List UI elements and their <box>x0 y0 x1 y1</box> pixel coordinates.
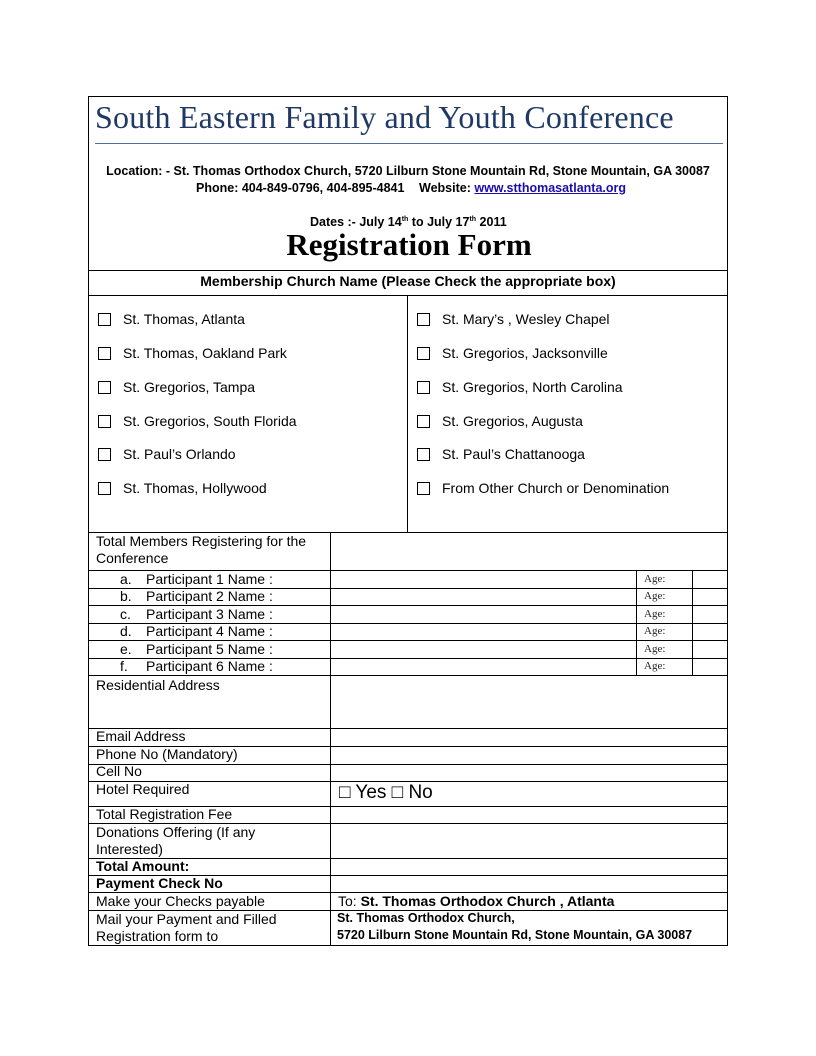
participant-label: a. Participant 1 Name : <box>120 571 273 587</box>
church-option[interactable]: St. Gregorios, Jacksonville <box>417 345 608 361</box>
reg-fee-field[interactable] <box>331 807 727 823</box>
participant-name-field[interactable] <box>331 571 636 588</box>
total-members-label: Total Members Registering for the Conference <box>96 533 307 566</box>
cell-label: Cell No <box>96 763 142 779</box>
registration-form <box>88 96 728 946</box>
participant-name-field[interactable] <box>331 641 636 658</box>
dates-line: Dates :- July 14th to July 17th 2011 <box>310 215 507 229</box>
website-link[interactable]: www.stthomasatlanta.org <box>474 181 627 195</box>
checkbox[interactable] <box>98 347 111 360</box>
form-title: Registration Form <box>286 227 532 262</box>
checks-payable-label: Make your Checks payable <box>96 893 265 909</box>
phone-label: Phone No (Mandatory) <box>96 746 238 762</box>
checkbox[interactable] <box>98 313 111 326</box>
cell-field[interactable] <box>331 765 727 781</box>
checkbox[interactable] <box>98 482 111 495</box>
church-option[interactable]: St. Thomas, Atlanta <box>98 311 245 327</box>
mail-address-line1: St. Thomas Orthodox Church, <box>337 911 515 925</box>
age-label: Age: <box>644 573 666 585</box>
checkbox[interactable] <box>417 313 430 326</box>
checkbox[interactable] <box>417 415 430 428</box>
mail-label: Mail your Payment and Filled Registration form to <box>96 911 277 944</box>
membership-title: Membership Church Name (Please Check the appropriate box) <box>200 273 616 289</box>
church-option[interactable]: St. Gregorios, North Carolina <box>417 379 623 395</box>
reg-fee-label: Total Registration Fee <box>96 806 233 822</box>
checkbox[interactable] <box>417 482 430 495</box>
checkbox[interactable] <box>98 448 111 461</box>
divider <box>89 270 727 271</box>
participant-name-field[interactable] <box>331 606 636 623</box>
participant-name-field[interactable] <box>331 589 636 606</box>
church-option[interactable]: St. Gregorios, Tampa <box>98 379 255 395</box>
phone-line: Phone: 404-849-0796, 404-895-4841 <box>196 181 405 195</box>
website-line <box>419 181 626 195</box>
participant-age-field[interactable] <box>693 624 727 641</box>
checkbox[interactable] <box>417 347 430 360</box>
residential-address-field[interactable] <box>331 676 727 728</box>
checkbox[interactable] <box>417 448 430 461</box>
participant-label: c. Participant 3 Name : <box>120 606 273 622</box>
participant-label: f. Participant 6 Name : <box>120 658 273 674</box>
total-amount-field[interactable] <box>331 859 727 875</box>
participant-name-field[interactable] <box>331 624 636 641</box>
church-option[interactable]: St. Paul’s Orlando <box>98 446 236 462</box>
church-option[interactable]: St. Gregorios, South Florida <box>98 413 297 429</box>
column-divider <box>407 295 408 532</box>
phone-field[interactable] <box>331 747 727 764</box>
participant-name-field[interactable] <box>331 659 636 675</box>
hotel-label: Hotel Required <box>96 781 190 797</box>
age-label: Age: <box>644 643 666 655</box>
age-label: Age: <box>644 590 666 602</box>
participant-label: e. Participant 5 Name : <box>120 641 273 657</box>
email-label: Email Address <box>96 728 186 744</box>
church-option[interactable]: St. Gregorios, Augusta <box>417 413 583 429</box>
church-option[interactable]: From Other Church or Denomination <box>417 480 669 496</box>
church-option[interactable]: St. Mary’s , Wesley Chapel <box>417 311 610 327</box>
checks-payable-to: To: St. Thomas Orthodox Church , Atlanta <box>338 893 615 909</box>
church-option[interactable]: St. Paul’s Chattanooga <box>417 446 585 462</box>
mail-address-line2: 5720 Lilburn Stone Mountain Rd, Stone Mountain, GA 30087 <box>337 928 693 942</box>
divider <box>89 295 727 296</box>
age-label: Age: <box>644 608 666 620</box>
church-option[interactable]: St. Thomas, Oakland Park <box>98 345 287 361</box>
checkbox[interactable] <box>98 381 111 394</box>
participant-age-field[interactable] <box>693 641 727 658</box>
checkbox[interactable] <box>417 381 430 394</box>
age-label: Age: <box>644 660 666 672</box>
total-amount-label: Total Amount: <box>96 858 190 874</box>
location-line: Location: - St. Thomas Orthodox Church, 5720 Lilburn Stone Mountain Rd, Stone Mountain, GA 30087 <box>106 164 710 178</box>
participant-label: b. Participant 2 Name : <box>120 588 273 604</box>
checkbox[interactable] <box>98 415 111 428</box>
donations-field[interactable] <box>331 824 727 858</box>
hotel-yes-no[interactable]: □ Yes □ No <box>339 782 433 803</box>
residential-address-label: Residential Address <box>96 677 220 693</box>
payment-check-label: Payment Check No <box>96 875 223 891</box>
church-option[interactable]: St. Thomas, Hollywood <box>98 480 267 496</box>
title-divider <box>95 143 723 144</box>
age-label: Age: <box>644 625 666 637</box>
participant-age-field[interactable] <box>693 606 727 623</box>
conference-title: South Eastern Family and Youth Conference <box>95 99 674 135</box>
participant-age-field[interactable] <box>693 659 727 675</box>
website-label: Website: <box>419 181 471 195</box>
payment-check-field[interactable] <box>331 876 727 892</box>
participant-age-field[interactable] <box>693 589 727 606</box>
donations-label: Donations Offering (If any Interested) <box>96 824 256 857</box>
participant-label: d. Participant 4 Name : <box>120 623 273 639</box>
total-members-field[interactable] <box>331 533 727 570</box>
participant-age-field[interactable] <box>693 571 727 588</box>
email-field[interactable] <box>331 729 727 746</box>
